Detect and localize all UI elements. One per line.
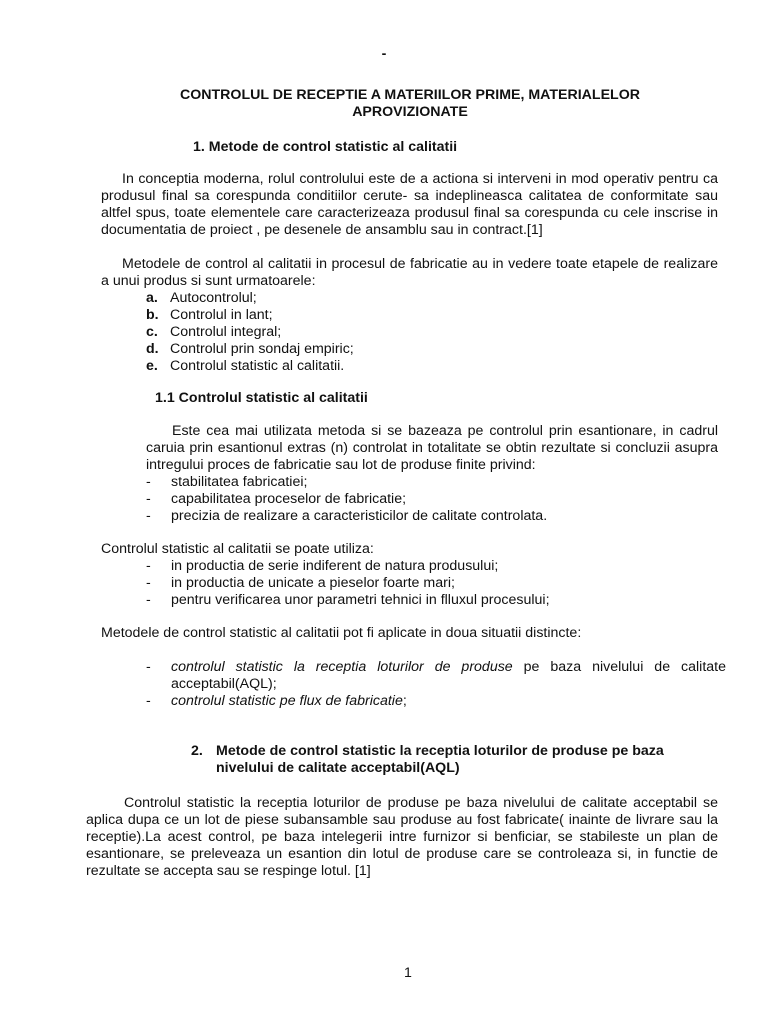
list-item-italic: controlul statistic la receptia loturilor de produse [171,659,513,675]
page-number: 1 [404,965,412,981]
main-title-line1: CONTROLUL DE RECEPTIE A MATERIILOR PRIME, MATERIALELOR [179,87,641,103]
list-item-e [146,358,344,375]
list-item-text: stabilitatea fabricatiei; [171,474,308,490]
list-item-text: pentru verificarea unor parametri tehnici in flluxul procesului; [171,592,550,608]
list-item-text: Controlul in lant; [170,307,273,323]
main-title-line2: APROVIZIONATE [352,104,468,120]
list-item-italic: controlul statistic pe flux de fabricatie [171,693,403,709]
section2-heading-line2: nivelului de calitate acceptabil(AQL) [216,760,460,776]
list-dash: - [146,558,151,574]
paragraph-4: Controlul statistic al calitatii se poate utiliza: [101,541,374,557]
list-marker: d. [146,341,159,357]
paragraph-2: Metodele de control al calitatii in procesul de fabricatie au in vedere toate etapele de realizare a unui produs si sunt urmatoarele: [101,256,718,289]
list-dash: - [146,693,151,709]
main-title [100,87,720,121]
list-item-b [146,307,273,324]
list-item-c [146,324,281,341]
list-marker: e. [146,358,158,374]
list-item-rest: pe baza nivelului de calitate acceptabil(AQL); [171,659,726,692]
list-item-a [146,290,257,307]
list-item-rest: ; [402,693,407,709]
list-item-text: in productia de serie indiferent de natura produsului; [171,558,499,574]
list-item-text: in productia de unicate a pieselor foarte mari; [171,575,455,591]
list-item-text: Controlul integral; [170,324,282,340]
list-marker: c. [146,324,158,340]
list-item-text: Controlul prin sondaj empiric; [170,341,354,357]
paragraph-5: Metodele de control statistic al calitatii pot fi aplicate in doua situatii distincte: [101,625,582,641]
list-dash: - [146,474,151,490]
list-dash: - [146,508,151,524]
list-item-text: precizia de realizare a caracteristicilor de calitate controlata. [171,508,548,524]
list-item-text: capabilitatea proceselor de fabricatie; [171,491,407,507]
list-dash: - [146,491,151,507]
list-item-text: Autocontrolul; [170,290,257,306]
section2-number: 2. [191,743,203,759]
section1-heading: 1. Metode de control statistic al calitatii [193,139,458,155]
paragraph-6: Controlul statistic la receptia loturilor de produse pe baza nivelului de calitate acceptabil se aplica dupa ce un lot de piese subansamble sau produse au fost fabricate( inainte de livrare sau la receptie).La acest control, pe baza intelegerii intre furnizor si benficiar, se stabileste un plan de esantionare, se preleveaza un esantion din lotul de produse care se controleaza si, in functie de rezultate se accepta sau se respinge lotul. [1] [86,795,718,879]
paragraph-3: Este cea mai utilizata metoda si se bazeaza pe controlul prin esantionare, in cadrul caruia prin esantionul extras (n) controlat in totalitate se obtin rezultate si concluzii asupra intregului proces de fabricatie sau lot de produse finite privind: [146,423,718,473]
list-marker: b. [146,307,159,323]
list-item-d [146,341,354,358]
section-1-1-heading: 1.1 Controlul statistic al calitatii [155,390,368,406]
list-marker: a. [146,290,158,306]
list-item-text [171,693,726,710]
paragraph-1: In conceptia moderna, rolul controlului este de a actiona si interveni in mod operativ pentru ca produsul final sa corespunda conditiilor cerute- sa indeplineasca calitatea de conformitate sau altfel spus, toate elementele care caracterizeaza produsul final sa corespunda cu cele inscrise in documentatia de proiect , pe desenele de ansamblu sau in contract.[1] [101,171,718,238]
list-dash: - [146,592,151,608]
list-item-text [171,659,726,693]
list-item-text: Controlul statistic al calitatii. [170,358,345,374]
section2-heading-line1: Metode de control statistic la receptia loturilor de produse pe baza [216,743,664,759]
list-dash: - [146,659,151,675]
top-mark: - [381,46,387,62]
section2-heading [216,743,718,777]
list-dash: - [146,575,151,591]
